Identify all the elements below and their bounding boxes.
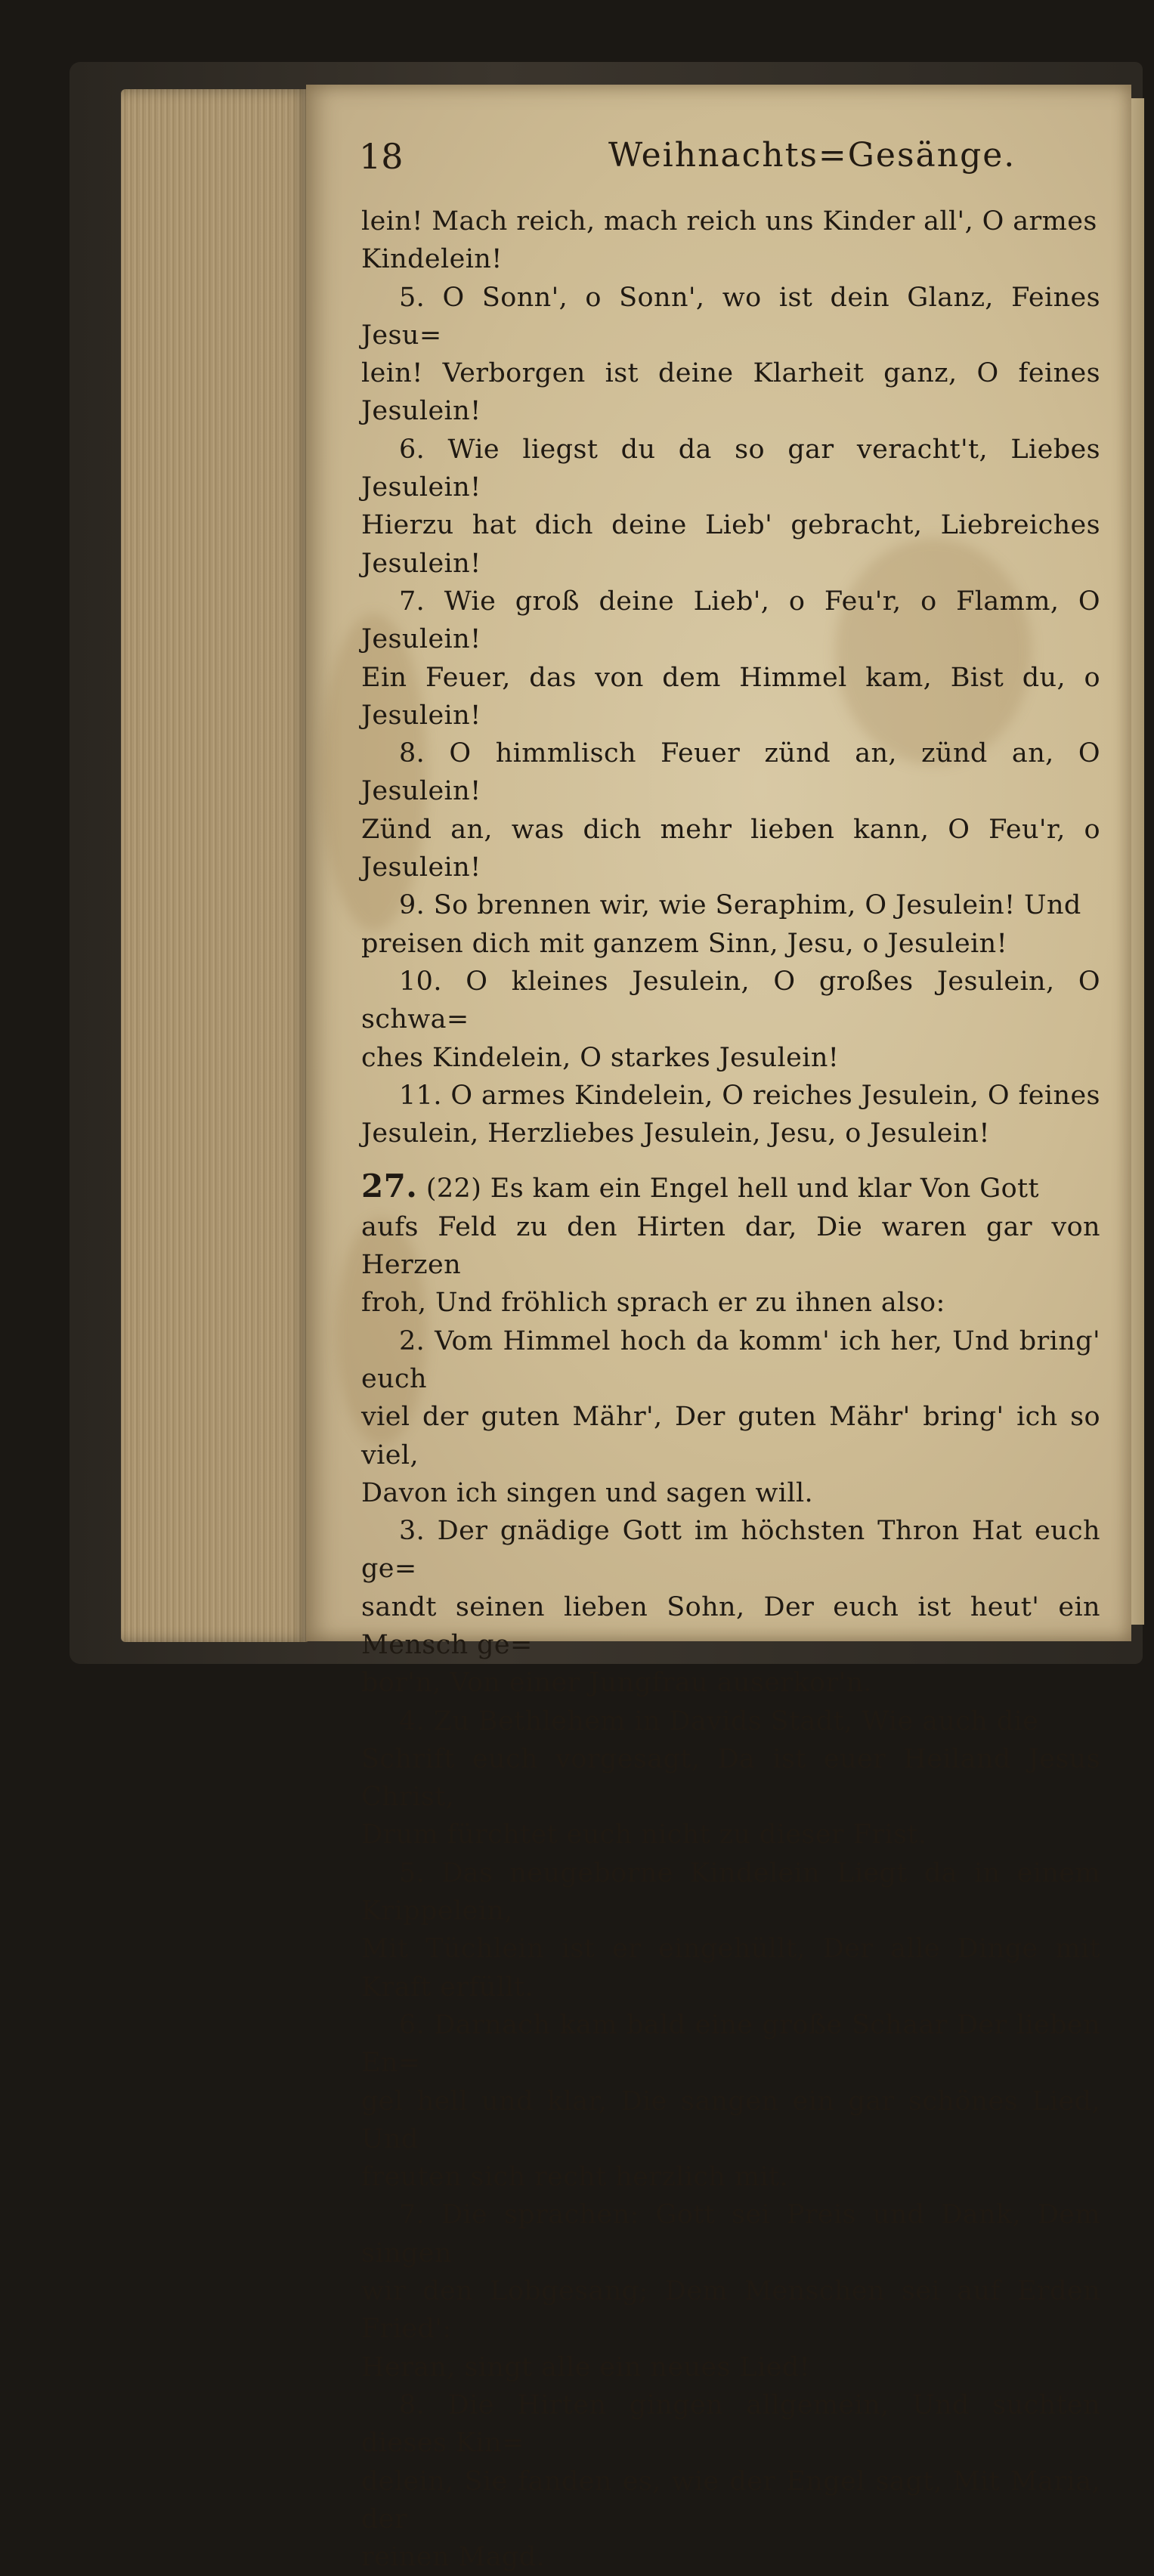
- text-line: 10. O kleines Jesulein, O großes Jesulein, O schwa=: [361, 966, 1100, 1035]
- text-line: 8. O himmlisch Feuer zünd an, zünd an, O Jesulein!: [361, 738, 1100, 807]
- text-line: delein, Sie fanden es, wie der Engel sagt, Mit Maria, der: [361, 2466, 1100, 2534]
- text-line: 4. Zu Bethlehem in Davids Stadt, Wie auch die: [399, 1705, 1039, 1736]
- text-line: Ein Feuer, das von dem Himmel kam, Bist du, o Jesulein!: [361, 662, 1100, 731]
- text-line: 3. Der gnädige Gott im höchsten Thron Hat euch ge=: [361, 1516, 1100, 1585]
- text-line: Davon ich singen und sagen will.: [361, 1477, 814, 1508]
- text-line: sandt seinen lieben Sohn, Der euch ist heut' ein Mensch ge=: [361, 1591, 1100, 1660]
- text-line: 5. O Sonn', o Sonn', wo ist dein Glanz, Feines Jesu=: [361, 282, 1100, 351]
- text-line: 11. O armes Kindelein, O reiches Jesulein, O feines: [399, 1080, 1100, 1111]
- text-line: preisen dich mit ganzem Sinn, Jesu, o Jesulein!: [361, 928, 1008, 959]
- text-line: 7. Wie groß deine Lieb', o Feu'r, o Flamm, O Jesulein!: [361, 586, 1100, 655]
- text-line: 2. Vom Himmel hoch da komm' ich her, Und bring' euch: [361, 1325, 1100, 1394]
- text-line: Mit Tüchlein ist er eingehüllt, Der alle Dinge mit Kraft erfüllt.: [361, 1934, 1100, 2002]
- text-line: wir den Lobgesang; Dem Menschen sei auf Erden Fried':: [361, 2276, 1100, 2345]
- text-line: ches Kindelein, O starkes Jesulein!: [361, 1042, 840, 1073]
- text-line: Heran, singt alle ein neues Lied!: [361, 2352, 810, 2383]
- text-line: lein! Verborgen ist deine Klarheit ganz, O feines Jesulein!: [361, 358, 1100, 427]
- text-line: 9. So brennen wir, wie Seraphim, O Jesulein! Und: [399, 890, 1081, 921]
- text-line: Schrift euch vorgesagt, Da ist euer Heiland Jesus Christ,: [361, 1743, 1100, 1813]
- text-line: bor'n, Von einer Jungfrau auserkor'n.: [361, 1668, 873, 1699]
- page-text: [361, 203, 1100, 2576]
- text-line: viel der guten Mähr', Der guten Mähr' bring' ich so viel,: [361, 1402, 1100, 1470]
- text-line: Kindelein!: [361, 244, 503, 275]
- text-line: 7. Die sprachen: Gott sei Preis und Dank, Dem singen: [361, 2200, 1100, 2268]
- page-number: 18: [359, 136, 404, 177]
- text-line: Zünd an, was dich mehr lieben kann, O Feu'r, o Jesulein!: [361, 814, 1100, 883]
- running-title: Weihnachts=Gesänge.: [608, 136, 1016, 175]
- text-line: froh, Und fröhlich sprach er zu ihnen also:: [361, 1288, 945, 1319]
- page-header: [359, 136, 1115, 189]
- text-line: lein! Mach reich, mach reich uns Kinder all', O armes: [361, 206, 1097, 237]
- page-edges: [121, 89, 310, 1642]
- text-line: (22) Es kam ein Engel hell und klar Von Gott: [425, 1174, 1039, 1205]
- text-line: 8. Die Hirten gingen allgemein, Und suchten dieses Kin=: [361, 2389, 1100, 2459]
- text-line: Hierzu hat dich deine Lieb' gebracht, Liebreiches Jesulein!: [361, 510, 1100, 579]
- text-line: 6. Wie liegst du da so gar veracht't, Liebes Jesulein!: [361, 434, 1100, 503]
- text-line: gel hell und klar, Die sangen ein gar schönes Lied, Und: [361, 2086, 1100, 2154]
- hymn-number: 27.: [361, 1167, 418, 1205]
- text-line: freuten sich recht herzlich mit.: [361, 2162, 789, 2193]
- text-line: 5. Das neugeborne Kindelein Liegt da in einem Krippelein,: [361, 1857, 1100, 1927]
- text-line: Jesulein, Herzliebes Jesulein, Jesu, o Jesulein!: [361, 1118, 990, 1149]
- text-line: 6. Darnach kam bald eine große Schaar Der lieben En=: [361, 2009, 1100, 2079]
- hymn-heading-line: [361, 1167, 1100, 1208]
- text-line: aufs Feld zu den Hirten dar, Die waren gar von Herzen: [361, 1211, 1100, 1281]
- text-line: reinen Magd.: [361, 2542, 545, 2573]
- text-line: Drum fürchtet euch nicht zu dieser Frist.: [361, 1820, 927, 1851]
